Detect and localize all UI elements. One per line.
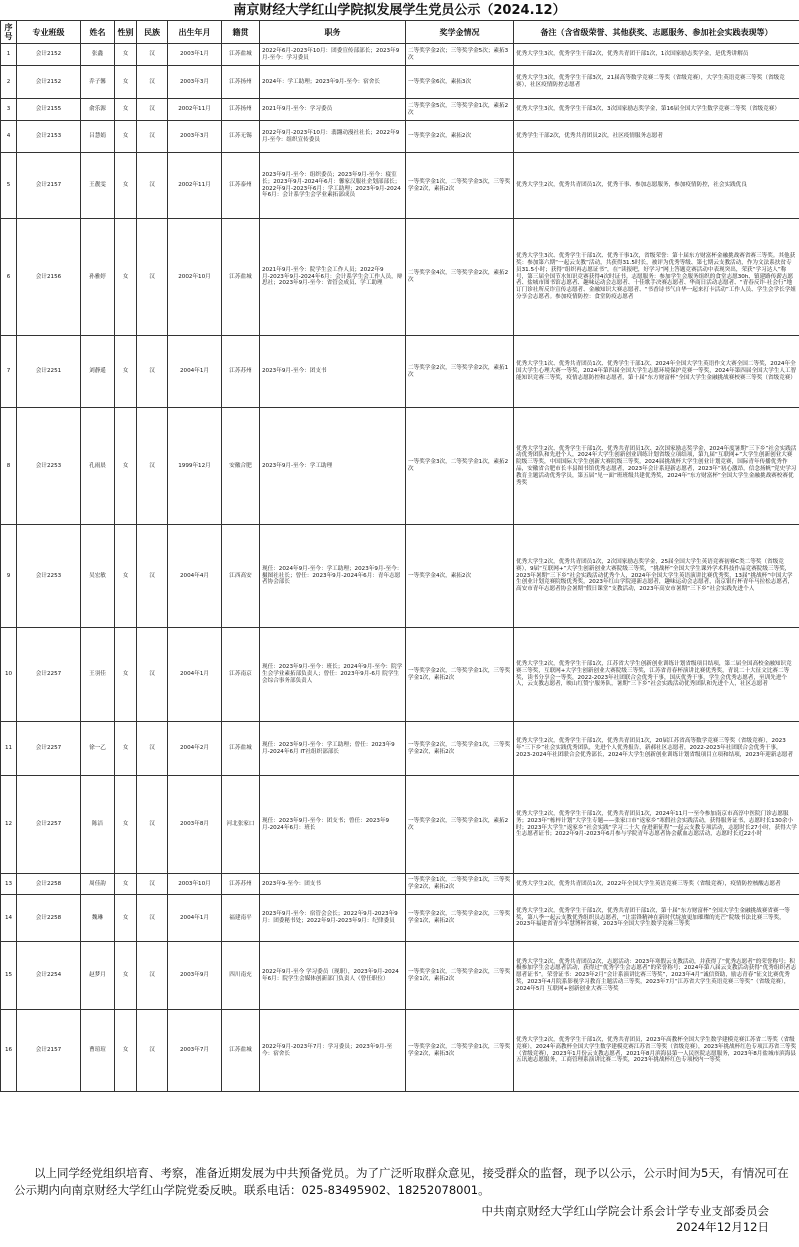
birth-cell: 2003年8月 — [168, 776, 222, 874]
origin-cell: 江苏南京 — [222, 628, 260, 722]
duty-cell: 2022年9月-2023年10月：翡翾动漫社社长；2022年9月-至今：组织宣传委员 — [260, 121, 406, 153]
row-number: 16 — [1, 1010, 17, 1092]
sex-cell: 女 — [115, 66, 137, 99]
class-cell: 会计2257 — [17, 628, 81, 722]
table-row — [1, 66, 799, 99]
row-number: 6 — [1, 219, 17, 336]
class-cell: 会计2153 — [17, 121, 81, 153]
remark-cell: 优秀大学生2次，优秀学生干部1次，江苏省大学生创新创业训练计划省级项目结项，第二届全国高校金融知识竞赛三等奖，互联网+大学生创新创业大赛院级三等奖，江苏省青春杯演讲比赛优秀奖，青说二十大征文比赛二等奖，读书分享会一等奖，2022-2023年社团联合会优秀干事，国庆优秀干事，学生会优秀志愿者，至训先进个人，云支教志愿者，映山红赞宁服务队，暑期“三下乡”社会实践活动优秀团队和先进个人，社区志愿者 — [514, 628, 799, 722]
class-cell: 会计2258 — [17, 874, 81, 895]
row-number: 10 — [1, 628, 17, 722]
row-number: 5 — [1, 153, 17, 219]
row-number: 3 — [1, 99, 17, 121]
remark-cell: 优秀大学生2次，优秀共青团员1次，优秀干事、参加志愿服务，参加疫情防控，社会实践优良 — [514, 153, 799, 219]
ethnicity-cell: 汉 — [137, 408, 168, 525]
ethnicity-cell: 汉 — [137, 1010, 168, 1092]
name-cell: 乔子馨 — [81, 66, 115, 99]
table-row — [1, 219, 799, 336]
duty-cell: 2022年6月-2023年10月：团委宣传部部长；2023年9月-至今：学习委员 — [260, 44, 406, 66]
birth-cell: 2004年1月 — [168, 336, 222, 408]
name-cell: 吕慧娟 — [81, 121, 115, 153]
duty-cell: 2021年9月-至今：学习委员 — [260, 99, 406, 121]
ethnicity-cell: 汉 — [137, 942, 168, 1010]
origin-cell: 江苏苏州 — [222, 874, 260, 895]
name-cell: 周佳韵 — [81, 874, 115, 895]
class-cell: 会计2258 — [17, 895, 81, 942]
class-cell: 会计2157 — [17, 1010, 81, 1092]
origin-cell: 江苏盐城 — [222, 44, 260, 66]
sex-cell: 女 — [115, 153, 137, 219]
table-row — [1, 895, 799, 942]
origin-cell: 四川南充 — [222, 942, 260, 1010]
remark-cell: 优秀学生干部2次，优秀共青团员2次，社区疫情服务志愿者 — [514, 121, 799, 153]
ethnicity-cell: 汉 — [137, 153, 168, 219]
sex-cell: 女 — [115, 942, 137, 1010]
header-no: 序号 — [1, 21, 17, 44]
scholarship-cell: 一等奖学金4次，素拓2次 — [406, 525, 514, 628]
class-cell: 会计2155 — [17, 99, 81, 121]
name-cell: 赵梦月 — [81, 942, 115, 1010]
row-number: 4 — [1, 121, 17, 153]
class-cell: 会计2156 — [17, 219, 81, 336]
row-number: 13 — [1, 874, 17, 895]
duty-cell: 2024年：学工助理；2023年9月-至今：宿舍长 — [260, 66, 406, 99]
ethnicity-cell: 汉 — [137, 628, 168, 722]
row-number: 14 — [1, 895, 17, 942]
header-duty: 职务 — [260, 21, 406, 44]
scholarship-cell: 二等奖学金2次；三等奖学金5次；素拓3次 — [406, 44, 514, 66]
row-number: 12 — [1, 776, 17, 874]
ethnicity-cell: 汉 — [137, 776, 168, 874]
sex-cell: 女 — [115, 525, 137, 628]
ethnicity-cell: 汉 — [137, 525, 168, 628]
class-cell: 会计2257 — [17, 722, 81, 776]
name-cell: 张鑫 — [81, 44, 115, 66]
scholarship-cell: 一等奖学金1次，二等奖学金1次，三等奖学金2次，素拓2次 — [406, 874, 514, 895]
issue-date: 2024年12月12日 — [675, 1220, 769, 1234]
candidate-table — [0, 20, 799, 1092]
class-cell: 会计2152 — [17, 44, 81, 66]
name-cell: 徐一乙 — [81, 722, 115, 776]
origin-cell: 江苏盐城 — [222, 219, 260, 336]
header-ethnicity: 民族 — [137, 21, 168, 44]
row-number: 15 — [1, 942, 17, 1010]
sex-cell: 女 — [115, 99, 137, 121]
ethnicity-cell: 汉 — [137, 895, 168, 942]
table-row — [1, 99, 799, 121]
remark-cell: 优秀大学生2次，优秀学生干部1次，优秀共青团员1次，2024年11月一至今参加南京市高淳中医院门诊志愿服务；2023年“栋梓计划”大学生专题——张家口市“返家乡”寒假社会实践活动，获得服务证书，志愿时长130余小时；2023年大学生“返家乡”社会实践“学习二十大 奋进新征程”一起云支教专项活动，志愿时长27小时，获得大学生志愿者证书；2022年9月-2023年6月参与学院青年志愿者协会献血志愿活动，志愿时长近22小时 — [514, 776, 799, 874]
duty-cell: 现任：2024年9月-至今：学工助理；2023年9月-至今：摄图社社长；曾任：2023年9月-2024年6月：青年志愿者协会部长 — [260, 525, 406, 628]
header-origin: 籍贯 — [222, 21, 260, 44]
remark-cell: 优秀大学生3次，优秀学生干部3次，3次国家励志奖学金，第16届全国大学生数学竞赛二等奖（省级竞赛） — [514, 99, 799, 121]
table-row — [1, 408, 799, 525]
header-name: 姓名 — [81, 21, 115, 44]
remark-cell: 优秀大学生3次，优秀学生干部2次，优秀共青团干部1次，1次国家励志奖学金，是优秀讲解员 — [514, 44, 799, 66]
class-cell: 会计2152 — [17, 66, 81, 99]
ethnicity-cell: 汉 — [137, 874, 168, 895]
remark-cell: 优秀大学生2次，优秀学生干部1次，优秀共青团员，2023年高教杯全国大学生数学建模竞赛江苏省二等奖（省级竞赛），2024年高教杯全国大学生数学建模竞赛江苏省三等奖（省级竞赛），2023年挑战杯红色专项江苏省三等奖（省级竞赛），2023年1月份云支教志愿者，2021年8月滨海县第一人民医院志愿服务，2023年8月盐城市滨海县五讯迪志愿服务，工商管理系演讲比赛二等奖，2023年挑战杯红色专项校内一等奖 — [514, 1010, 799, 1092]
birth-cell: 1999年12月 — [168, 408, 222, 525]
birth-cell: 2002年10月 — [168, 219, 222, 336]
scholarship-cell: 二等奖学金4次，三等奖学金2次，素拓2次 — [406, 219, 514, 336]
remark-cell: 优秀大学生3次，优秀学生干部3次，21届高等数学竞赛二等奖（省级竞赛），大学生英语竞赛三等奖（省级竞赛），社区疫情防控志愿者 — [514, 66, 799, 99]
class-cell: 会计2253 — [17, 408, 81, 525]
sex-cell: 女 — [115, 121, 137, 153]
birth-cell: 2003年3月 — [168, 121, 222, 153]
row-number: 1 — [1, 44, 17, 66]
table-row — [1, 722, 799, 776]
header-birth: 出生年月 — [168, 21, 222, 44]
table-row — [1, 628, 799, 722]
ethnicity-cell: 汉 — [137, 722, 168, 776]
page-title: 南京财经大学红山学院拟发展学生党员公示（2024.12） — [233, 3, 566, 18]
name-cell: 王靓雯 — [81, 153, 115, 219]
origin-cell: 江苏扬州 — [222, 99, 260, 121]
origin-cell: 江苏苏州 — [222, 336, 260, 408]
birth-cell: 2003年3月 — [168, 66, 222, 99]
duty-cell: 2022年9月-2023年7月：学习委员；2023年9月-至今：宿舍长 — [260, 1010, 406, 1092]
name-cell: 魏琳 — [81, 895, 115, 942]
ethnicity-cell: 汉 — [137, 336, 168, 408]
issuing-organization: 中共南京财经大学红山学院会计系会计学专业支部委员会 — [481, 1204, 769, 1218]
table-row — [1, 776, 799, 874]
notice-text: 以上同学经党组织培育、考察，准备近期发展为中共预备党员。为了广泛听取群众意见，接受群众的监督，现予以公示，公示时间为5天，有情况可在公示期内向南京财经大学红山学院党委反映。联系电话：025-83495902、18252078001。 — [14, 1166, 789, 1197]
name-cell: 俞乐源 — [81, 99, 115, 121]
scholarship-cell: 一等奖学金2次，三等奖学金1次，素拓2次 — [406, 776, 514, 874]
sex-cell: 女 — [115, 722, 137, 776]
signature-block — [482, 1203, 770, 1235]
origin-cell: 江苏盐城 — [222, 722, 260, 776]
remark-cell: 优秀大学生2次，优秀共青团员2次，志愿活动：2023年寒假云支教活动，并获得了“优秀志愿者”的荣誉称号；积极参加学生会志愿者活动，获得过“优秀学生会志愿者”的荣誉称号；2024年第八届云支教活动获得“优秀组织者志愿者证书”。荣誉证书：2023年2月“会计系演讲比赛三等奖”，2023年4月“诚信资助，励志青春”征文比赛优秀奖，2023年4月院系影视学习教育主题活动三等奖，2023年7月“江苏省大学生英语竞赛三等奖”（省级竞赛），2024年5月 互联网+创新创业大赛三等奖 — [514, 942, 799, 1010]
table-row — [1, 525, 799, 628]
name-cell: 孔雨晨 — [81, 408, 115, 525]
class-cell: 会计2253 — [17, 525, 81, 628]
class-cell: 会计2157 — [17, 153, 81, 219]
row-number: 11 — [1, 722, 17, 776]
table-row — [1, 1010, 799, 1092]
birth-cell: 2002年11月 — [168, 99, 222, 121]
sex-cell: 女 — [115, 44, 137, 66]
duty-cell: 现任：2023年9月-至今：团支书；曾任：2023年9月-2024年6月：班长 — [260, 776, 406, 874]
sex-cell: 女 — [115, 408, 137, 525]
row-number: 2 — [1, 66, 17, 99]
birth-cell: 2004年2月 — [168, 722, 222, 776]
sex-cell: 女 — [115, 895, 137, 942]
duty-cell: 2023年9月-至今：宿管会会长；2022年9月-2023年9月：团委秘书处；2022年9月-2023年9月：纪律委员 — [260, 895, 406, 942]
origin-cell: 江苏扬州 — [222, 66, 260, 99]
class-cell: 会计2254 — [17, 942, 81, 1010]
name-cell: 王羽佳 — [81, 628, 115, 722]
remark-cell: 优秀大学生1次、优秀共青团员1次、优秀学生干部1次、2024年全国大学生英语作文大赛全国二等奖，2024年全国大学生心理大赛一等奖，2024年第四届全国大学生志愿环境保护竞赛一等奖，2024年第四届全国大学生人工智能知识竞赛三等奖，疫情志愿防控和志愿者，第十届“东方财富杯”全国大学生金融挑战赛校赛三等奖（省级竞赛） — [514, 336, 799, 408]
sex-cell: 女 — [115, 776, 137, 874]
name-cell: 吴宏敏 — [81, 525, 115, 628]
scholarship-cell: 二等奖学金5次，三等奖学金1次，素拓2次 — [406, 99, 514, 121]
birth-cell: 2003年10月 — [168, 874, 222, 895]
origin-cell: 江西高安 — [222, 525, 260, 628]
duty-cell: 现任：2023年9月-至今：班长；2024年9月-至今：院学生会学业素拓部负责人；曾任：2023年9月-6月 院学生会综合事务部负责人 — [260, 628, 406, 722]
scholarship-cell: 一等奖学金6次，素拓3次 — [406, 66, 514, 99]
scholarship-cell: 一等奖学金2次，二等奖学金2次，三等奖学金1次，素拓2次 — [406, 895, 514, 942]
table-row — [1, 121, 799, 153]
birth-cell: 2003年1月 — [168, 44, 222, 66]
origin-cell: 河北张家口 — [222, 776, 260, 874]
name-cell: 刘静遥 — [81, 336, 115, 408]
header-scholarship: 奖学金情况 — [406, 21, 514, 44]
scholarship-cell: 一等奖学金2次，二等奖学金1次，三等奖学金1次，素拓2次 — [406, 628, 514, 722]
remark-cell: 优秀大学生2次，优秀学生干部1次，优秀共青团干部1次，第十届“东方财富杯”全国大学生金融挑战赛省赛一等奖，第八季一起云支教优秀组织员志愿者，“让雷锋精神在新时代绽放更加璀璨的光芒”院级书法比赛三等奖，2023年福建省青少年慧博杯省赛，2023年全国大学生数学竞赛三等奖 — [514, 895, 799, 942]
table-row — [1, 874, 799, 895]
row-number: 7 — [1, 336, 17, 408]
remark-cell: 优秀大学生2次，优秀学生干部1次，优秀共青团员1次，20届江苏省高等数学竞赛三等奖（省级竞赛），2023年“三下乡”社会实践优秀团队，先进个人优秀报告，新郝社区志愿者，2022-2023年社团联合会优秀干事，2023-2024年社团联合会优秀部长，2024年大学生创新创业训练计划省级项目立项和结项，2023年迎新志愿者 — [514, 722, 799, 776]
scholarship-cell: 一等奖学金3次，二等奖学金1次，素拓2次 — [406, 408, 514, 525]
name-cell: 陈洁 — [81, 776, 115, 874]
class-cell: 会计2251 — [17, 336, 81, 408]
birth-cell: 2004年4月 — [168, 525, 222, 628]
birth-cell: 2003年9月 — [168, 942, 222, 1010]
origin-cell: 福建南平 — [222, 895, 260, 942]
origin-cell: 江苏无锡 — [222, 121, 260, 153]
row-number: 8 — [1, 408, 17, 525]
scholarship-cell: 一等奖学金1次，二等奖学金2次，三等奖学金1次，素拓2次 — [406, 942, 514, 1010]
table-row — [1, 153, 799, 219]
remark-cell: 优秀大学生2次、优秀学生干部1次、优秀共青团员1次、2次国家励志奖学金，2024年度暑期“三下乡”社会实践活动优秀团队和先进个人，2024年大学生创新创业训练计划省级立项结项，第九届“互联网+”大学生创新创业大赛院级三等奖，中国国际大学生创新大赛院级三等奖，2024届挑战杯大学生创业计划竞赛，国际青年传播优秀作品，安徽省合肥市长丰县图书馆优秀志愿者，2023年会计系迎新志愿者，2023年“初心激昂，信念扬帆”党史学习教育主题活动优秀学员，第五届“见一面”班班级共建优秀奖，2024年“东方财富杯”全国大学生金融挑战赛校赛优秀奖 — [514, 408, 799, 525]
duty-cell: 2023年9月-至今：团支书 — [260, 336, 406, 408]
birth-cell: 2002年11月 — [168, 153, 222, 219]
header-remark: 备注（含省级荣誉、其他获奖、志愿服务、参加社会实践表现等） — [514, 21, 799, 44]
ethnicity-cell: 汉 — [137, 99, 168, 121]
ethnicity-cell: 汉 — [137, 219, 168, 336]
header-class: 专业班级 — [17, 21, 81, 44]
duty-cell: 2023年9-至今：团支书 — [260, 874, 406, 895]
sex-cell: 女 — [115, 1010, 137, 1092]
remark-cell: 优秀大学生2次，优秀共青团员1次，2次国家励志奖学金，25届全国大学生英语竞赛初赛C类二等奖（省级竞赛），9届“互联网+”大学生创新创业大赛院级三等奖，“挑战杯”全国大学生课外学术科技作品竞赛院级三等奖，2023年暑期“三下乡”社会实践活动优秀个人，2024年全国大学生英语演讲比赛优秀奖，13届“挑战杯”中国大学生创业计划竞赛院级优秀奖，2023年红山学院迎新志愿者，趣味运动会志愿者，南京银行杯青年马拉松志愿者，高安市青年志愿者协会暑期“假日课堂”支教活动，2023年高安市暑期“三下乡”社会实践先进个人 — [514, 525, 799, 628]
birth-cell: 2003年7月 — [168, 1010, 222, 1092]
sex-cell: 女 — [115, 219, 137, 336]
duty-cell: 现任：2023年9月-至今：学工助理；曾任：2023年9月-2024年6月 IT社组织部部长 — [260, 722, 406, 776]
sex-cell: 女 — [115, 874, 137, 895]
table-row — [1, 942, 799, 1010]
birth-cell: 2004年1月 — [168, 895, 222, 942]
ethnicity-cell: 汉 — [137, 66, 168, 99]
duty-cell: 2021年9月-至今：院学生会工作人员；2022年9月-2023年9月-2024年6月：会计系学生会工作人员，辩思社；2023年9月-至今：省管会成员、学工助理 — [260, 219, 406, 336]
sex-cell: 女 — [115, 336, 137, 408]
ethnicity-cell: 汉 — [137, 44, 168, 66]
table-header — [1, 21, 799, 44]
remark-cell: 优秀大学生3次、优秀学生干部1次、优秀干事1次，省级荣誉：第十届东方财富杯金融挑战赛省赛三等奖。其他获奖：参加第六期“一起云支教”活动，共获得31.5时长，被评为优秀等级、第七期云支教活动，作为文法系扶贫专员31.5小时；获得“组织再志愿证书”，在“读报吧，好学习”网上答题竞赛活动中表现突出，荣获“学习达人”称号，第三届全国节水知识竞赛获得4次时证书。志愿服务：参加学生会服务组织的食堂志愿30h、镇建路传薪志愿者、盐城市图书馆志愿者、趣味运动会志愿者、十佳歌手决赛志愿者、华商日活动志愿者、“青春反诈·社会行”地订门诊社所反诈宣传志愿者、金融知识大赛志愿者、“书香诗书气自华一起来打卡活动”工作人员、学生会学长学姐分享会志愿者。参加疫情防控：食堂防疫志愿者 — [514, 219, 799, 336]
duty-cell: 2022年9月-至今 学习委员（现职），2023年9月-2024年6月：院学生会媒体创新部门负责人（曾任职位） — [260, 942, 406, 1010]
birth-cell: 2004年1月 — [168, 628, 222, 722]
scholarship-cell: 一等奖学金1次，二等奖学金3次，三等奖学金2次，素拓2次 — [406, 153, 514, 219]
table-row — [1, 44, 799, 66]
row-number: 9 — [1, 525, 17, 628]
remark-cell: 优秀大学生2次，优秀共青团员1次，2022年全国大学生英语竞赛三等奖（省级竞赛），疫情防控核酸志愿者 — [514, 874, 799, 895]
scholarship-cell: 二等奖学金2次，三等奖学金2次，素拓1次 — [406, 336, 514, 408]
origin-cell: 江苏泰州 — [222, 153, 260, 219]
header-sex: 性别 — [115, 21, 137, 44]
origin-cell: 安徽合肥 — [222, 408, 260, 525]
class-cell: 会计2257 — [17, 776, 81, 874]
sex-cell: 女 — [115, 628, 137, 722]
scholarship-cell: 一等奖学金2次，素拓2次 — [406, 121, 514, 153]
name-cell: 孙雅婷 — [81, 219, 115, 336]
duty-cell: 2023年9月-至今：学工助理 — [260, 408, 406, 525]
name-cell: 曹瑄瑄 — [81, 1010, 115, 1092]
scholarship-cell: 一等奖学金2次，二等奖学金1次，三等奖学金2次，素拓3次 — [406, 1010, 514, 1092]
scholarship-cell: 一等奖学金2次，二等奖学金1次，三等奖学金2次，素拓2次 — [406, 722, 514, 776]
origin-cell: 江苏盐城 — [222, 1010, 260, 1092]
duty-cell: 2023年9月-至今：组织委员；2023年9月-至今：寝室长；2023年9月-2024年6月：馨家汉服社企划部部长；2022年9月-2023年6月：学工助理；2023年9月-2024年6月：会计系学生会学业素拓部成员 — [260, 153, 406, 219]
ethnicity-cell: 汉 — [137, 121, 168, 153]
table-row — [1, 336, 799, 408]
